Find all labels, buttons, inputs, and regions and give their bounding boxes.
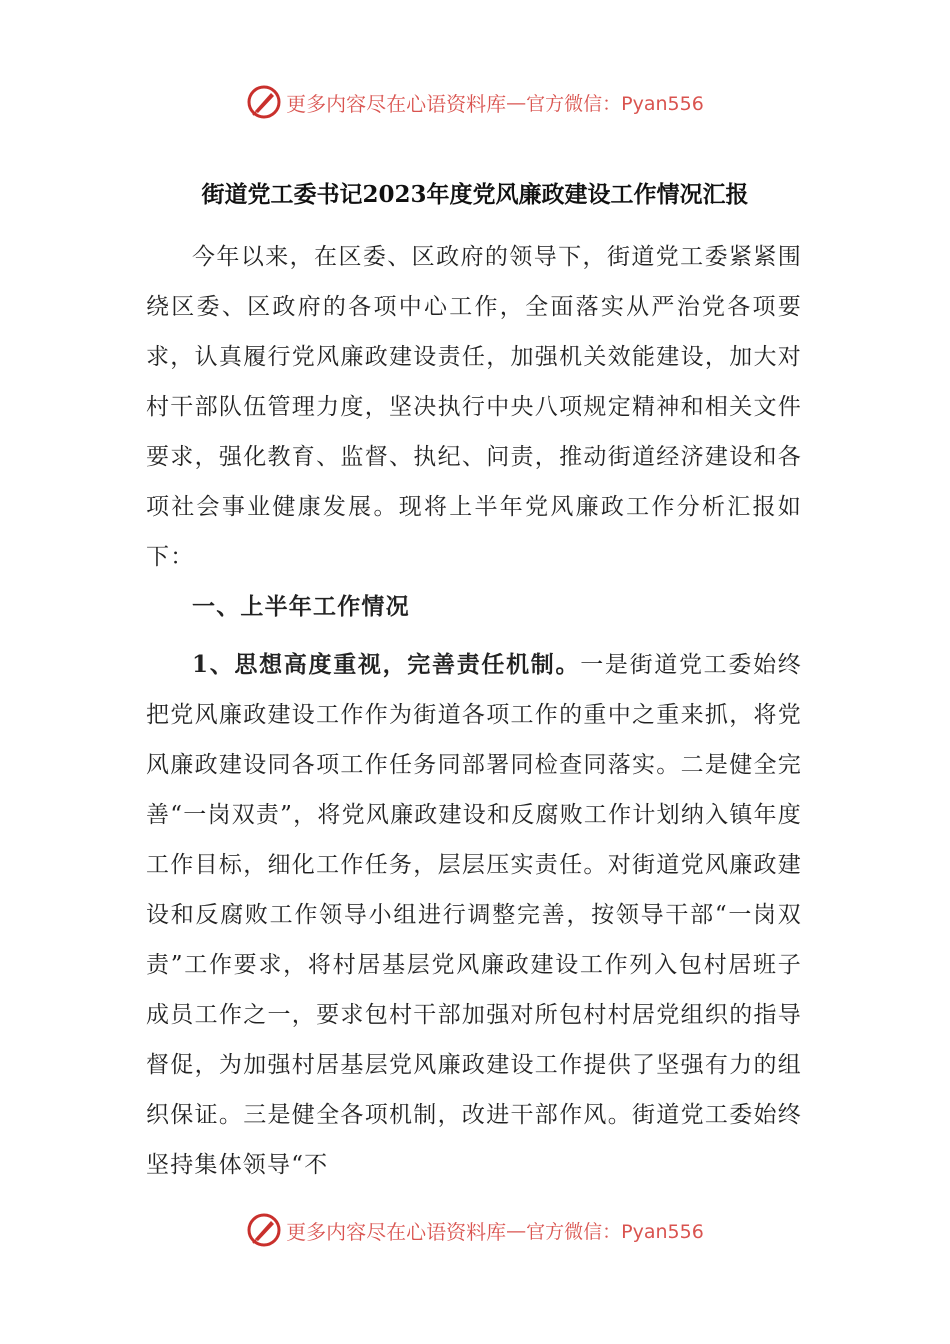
quill-seal-logo-icon (246, 1212, 282, 1248)
watermark-banner-top (0, 82, 950, 122)
document-body (146, 232, 802, 1190)
watermark-separator: — (506, 1218, 527, 1242)
item-body: 一是街道党工委始终把党风廉政建设工作作为街道各项工作的重中之重来抓，将党风廉政建设同各项工作任务同部署同检查同落实。二是健全完善“一岗双责”，将党风廉政建设和反腐败工作计划纳入镇年度工作目标，细化工作任务，层层压实责任。对街道党风廉政建设和反腐败工作领导小组进行调整完善，按领导干部“一岗双责”工作要求，将村居基层党风廉政建设工作列入包村居班子成员工作之一，要求包村干部加强对所包村村居党组织的指导督促，为加强村居基层党风廉政建设工作提供了坚强有力的组织保证。三是健全各项机制，改进干部作风。街道党工委始终坚持集体领导“不 (146, 652, 802, 1178)
watermark-contact: 官方微信：Pyan556 (526, 92, 704, 115)
quill-seal-logo-icon (246, 84, 282, 120)
item-title: 1、思想高度重视，完善责任机制。 (192, 651, 581, 678)
watermark-brand: 更多内容尽在心语资料库 (286, 1219, 507, 1244)
item-paragraph (146, 640, 802, 1190)
section-heading: 一、上半年工作情况 (192, 593, 410, 620)
intro-paragraph: 今年以来，在区委、区政府的领导下，街道党工委紧紧围绕区委、区政府的各项中心工作，全面落实从严治党各项要求，认真履行党风廉政建设责任，加强机关效能建设，加大对村干部队伍管理力度，坚决执行中央八项规定精神和相关文件要求，强化教育、监督、执纪、问责，推动街道经济建设和各项社会事业健康发展。现将上半年党风廉政工作分析汇报如下： (146, 244, 802, 570)
watermark-banner-bottom (0, 1210, 950, 1250)
watermark-brand: 更多内容尽在心语资料库 (286, 91, 507, 116)
watermark-separator: — (506, 90, 527, 114)
watermark-contact: 官方微信：Pyan556 (526, 1220, 704, 1243)
document-title: 街道党工委书记2023年度党风廉政建设工作情况汇报 (201, 181, 749, 208)
